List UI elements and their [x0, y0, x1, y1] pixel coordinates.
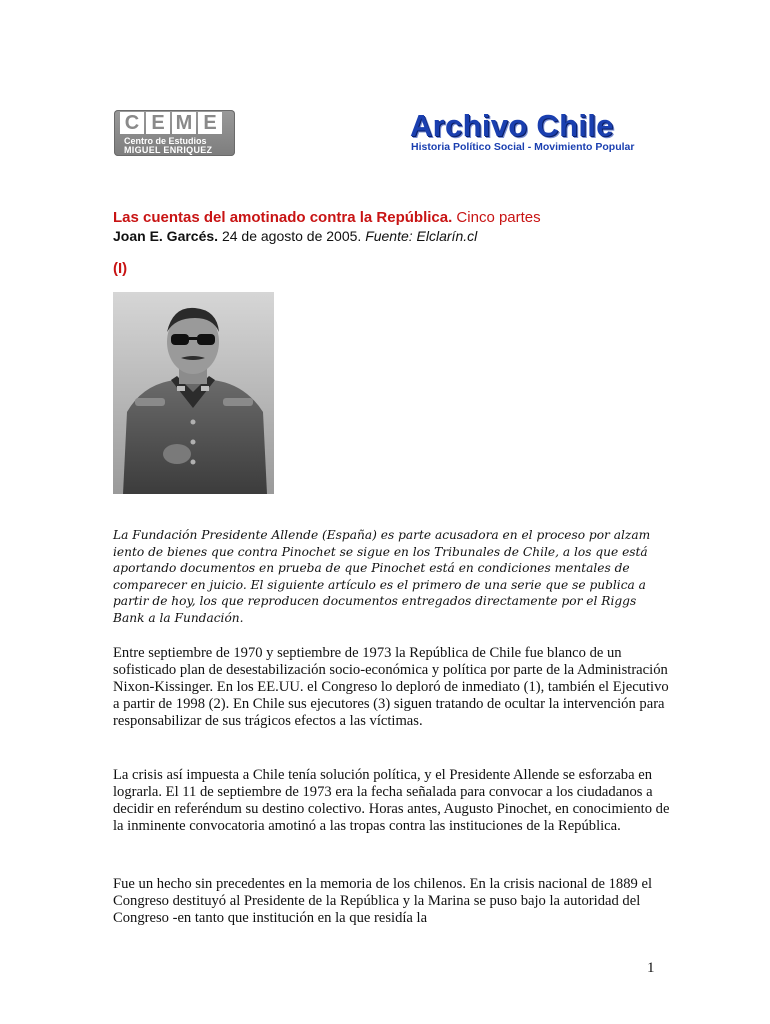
- article-source: Fuente: Elclarín.cl: [365, 228, 478, 244]
- body-paragraph: Fue un hecho sin precedentes en la memoria de los chilenos. En la crisis nacional de 1889 el Congreso destituyó al Presidente de la República y la Marina se puso bajo la autoridad del Congreso -en tanto que institución en la que residía la: [113, 876, 652, 926]
- portrait-photo-drawing: [113, 292, 274, 494]
- ceme-logo: [114, 110, 235, 156]
- ceme-letter: M: [172, 112, 196, 134]
- part-label: (I): [113, 260, 128, 277]
- article-intro: La Fundación Presidente Allende (España) es parte acusadora en el proceso por alzam iento de bienes que contra Pinochet se sigue en los Tribunales de Chile, a los que está aportando documentos en prueba de que Pinochet está en condiciones mentales de comparecer en juicio. El siguiente artículo es el primero de una serie que se publica a partir de hoy, los que reproducen documentos entregados directamente por el Riggs Bank a la Fundación.: [113, 528, 651, 625]
- article-author: Joan E. Garcés.: [113, 228, 219, 244]
- article-title-bold: Las cuentas del amotinado contra la República.: [113, 209, 453, 226]
- article-date: 24 de agosto de 2005.: [218, 228, 366, 244]
- portrait-photo: [113, 292, 274, 494]
- page-number: 1: [647, 960, 655, 976]
- article-title: [113, 209, 541, 227]
- article-title-rest: Cinco partes: [452, 209, 541, 226]
- ceme-letter: C: [120, 112, 144, 134]
- body-paragraph: La crisis así impuesta a Chile tenía solución política, y el Presidente Allende se esforzaba en lograrla. El 11 de septiembre de 1973 era la fecha señalada para convocar a los ciudadanos a decidir en referéndum su destino colectivo. Horas antes, Augusto Pinochet, en conocimiento de la inminente convocatoria amotinó a las tropas contra las instituciones de la República.: [113, 767, 670, 834]
- ceme-logo-letters: [120, 112, 222, 134]
- ceme-logo-line2: MIGUEL ENRIQUEZ: [124, 145, 213, 155]
- ceme-logo-line1: Centro de Estudios: [124, 136, 207, 146]
- article-byline: [113, 228, 477, 245]
- ceme-letter: E: [146, 112, 170, 134]
- ceme-letter: E: [198, 112, 222, 134]
- archivo-chile-logo-subtitle: Historia Político Social - Movimiento Popular: [411, 141, 635, 153]
- archivo-chile-logo-title: Archivo Chile: [410, 108, 614, 143]
- body-paragraph: Entre septiembre de 1970 y septiembre de 1973 la República de Chile fue blanco de un sofisticado plan de desestabilización socio-económica y política por parte de la Administración Nixon-Kissinger. En los EE.UU. el Congreso lo deploró de inmediato (1), también el Ejecutivo a partir de 1998 (2). En Chile sus ejecutores (3) siguen tratando de ocultar la intervención para responsabilizar de sus trágicos efectos a las víctimas.: [113, 645, 669, 729]
